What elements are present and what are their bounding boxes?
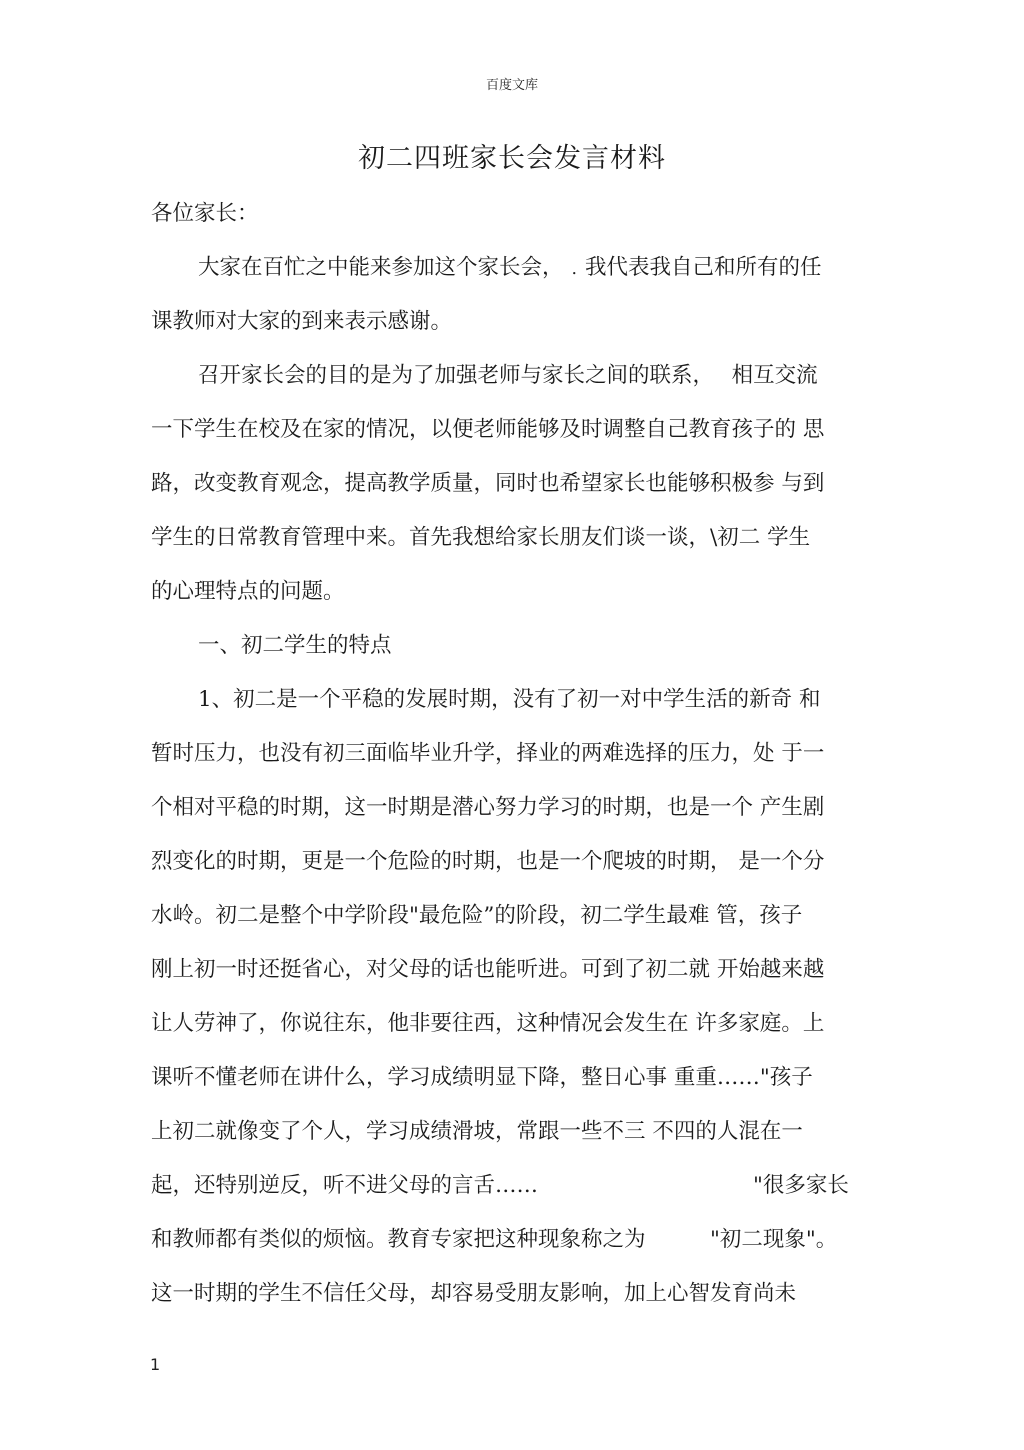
body-line: 起，还特别逆反，听不进父母的言舌…… "很多家长: [151, 1173, 849, 1198]
body-line: 1、初二是一个平稳的发展时期，没有了初一对中学生活的新奇 和: [198, 687, 821, 712]
body-line: 这一时期的学生不信任父母，却容易受朋友影响，加上心智发育尚未: [151, 1281, 797, 1306]
body-line: 学生的日常教育管理中来。首先我想给家长朋友们谈一谈，\初二 学生: [151, 525, 811, 550]
body-line: 课教师对大家的到来表示感谢。: [151, 309, 453, 334]
page-number: 1: [150, 1355, 161, 1374]
body-line: 上初二就像变了个人，学习成绩滑坡，常跟一些不三 不四的人混在一: [151, 1119, 803, 1144]
body-line: 暂时压力，也没有初三面临毕业升学，择业的两难选择的压力，处 于一: [151, 741, 825, 766]
body-line: 召开家长会的目的是为了加强老师与家长之间的联系， 相互交流: [198, 363, 818, 388]
body-line: 烈变化的时期，更是一个危险的时期，也是一个爬坡的时期， 是一个分: [151, 849, 825, 874]
body-line: 刚上初一时还挺省心，对父母的话也能听进。可到了初二就 开始越来越: [151, 957, 825, 982]
body-line: 和教师都有类似的烦恼。教育专家把这种现象称之为 "初二现象"。: [151, 1227, 838, 1252]
body-line: 大家在百忙之中能来参加这个家长会，﹒我代表我自己和所有的任: [198, 255, 822, 280]
body-line: 水岭。初二是整个中学阶段"最危险”的阶段，初二学生最难 管，孩子: [151, 903, 803, 928]
body-line: 让人劳神了，你说往东，他非要往西，这种情况会发生在 许多家庭。上: [151, 1011, 825, 1036]
document-source-header: 百度文库: [485, 78, 538, 93]
body-line: 个相对平稳的时期，这一时期是潜心努力学习的时期，也是一个 产生剧: [151, 795, 825, 820]
section-heading: 一、初二学生的特点: [198, 633, 392, 658]
body-line: 的心理特点的问题。: [151, 579, 345, 604]
body-line: 路，改变教育观念，提高教学质量，同时也希望家长也能够积极参 与到: [151, 471, 825, 496]
document-title: 初二四班家长会发言材料: [358, 143, 666, 174]
body-line: 课听不懂老师在讲什么，学习成绩明显下降，整日心事 重重……"孩子: [151, 1065, 813, 1090]
body-line: 一下学生在校及在家的情况，以便老师能够及时调整自己教育孩子的 思: [151, 417, 825, 442]
body-line: 各位家长：: [151, 201, 259, 226]
